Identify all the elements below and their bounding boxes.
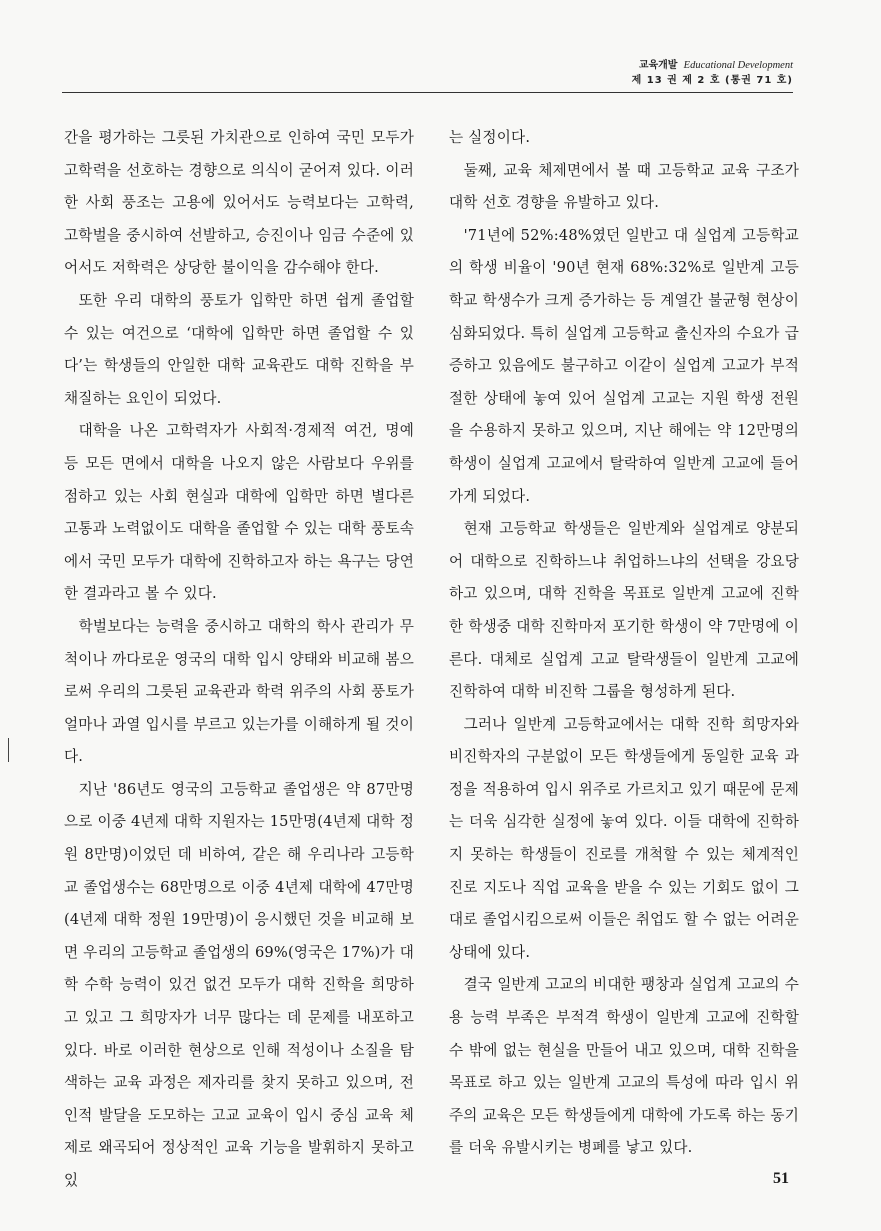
paragraph: 또한 우리 대학의 풍토가 입학만 하면 쉽게 졸업할 수 있는 여건으로 ‘대학에 입학만 하면 졸업할 수 있다’는 학생들의 안일한 대학 교육관도 대학 진학을 부채질하는 요인이 되었다. bbox=[64, 291, 414, 407]
page-number: 51 bbox=[773, 1170, 789, 1187]
paragraph: 대학을 나온 고학력자가 사회적·경제적 여건, 명예 등 모든 면에서 대학을 나오지 않은 사람보다 우위를 점하고 있는 사회 현실과 대학에 입학만 하면 별다른 고통과 노력없이도 대학을 졸업할 수 있는 대학 풍토속에서 국민 모두가 대학에 진학하고자 하는 욕구는 당연한 결과라고 볼 수 있다. bbox=[64, 422, 414, 603]
running-header bbox=[632, 58, 793, 88]
paragraph: 둘째, 교육 체제면에서 볼 때 고등학교 교육 구조가 대학 선호 경향을 유발하고 있다. bbox=[449, 161, 799, 212]
right-column bbox=[449, 122, 799, 1165]
header-rule bbox=[62, 92, 793, 93]
paragraph: 는 실정이다. bbox=[449, 129, 531, 146]
left-column bbox=[64, 122, 414, 1198]
paragraph: 현재 고등학교 학생들은 일반계와 실업계로 양분되어 대학으로 진학하느냐 취업하느냐의 선택을 강요당하고 있으며, 대학 진학을 목표로 일반계 고교에 진학한 학생중 대학 진학마저 포기한 학생이 약 7만명에 이른다. 대체로 실업계 고교 탈락생들이 일반계 고교에 진학하여 대학 비진학 그룹을 형성하게 된다. bbox=[449, 520, 799, 701]
margin-mark bbox=[8, 738, 9, 762]
journal-title-english: Educational Development bbox=[683, 60, 793, 71]
paragraph: 지난 '86년도 영국의 고등학교 졸업생은 약 87만명으로 이중 4년제 대학 지원자는 15만명(4년제 대학 정원 8만명)이었던 데 비하여, 같은 해 우리나라 고등학교 졸업생수는 68만명으로 이중 4년제 대학에 47만명(4년제 대학 정원 19만명)이 응시했던 것을 비교해 보면 우리의 고등학교 졸업생의 69%(영국은 17%)가 대학 수학 능력이 있건 없건 모두가 대학 진학을 희망하고 있고 그 희망자가 너무 많다는 데 문제를 내포하고 있다. 바로 이러한 현상으로 인해 적성이나 소질을 탐색하는 교육 과정은 제자리를 찾지 못하고 있으며, 전인적 발달을 도모하는 고교 교육이 입시 중심 교육 체제로 왜곡되어 정상적인 교육 기능을 발휘하지 못하고 있 bbox=[64, 780, 414, 1189]
journal-title-korean: 교육개발 bbox=[638, 60, 678, 71]
issue-info: 제 13 권 제 2 호 (통권 71 호) bbox=[631, 75, 793, 86]
paragraph: 결국 일반계 고교의 비대한 팽창과 실업계 고교의 수용 능력 부족은 부적격 학생이 일반계 고교에 진학할 수 밖에 없는 현실을 만들어 내고 있으며, 대학 진학을 목표로 하고 있는 일반계 고교의 특성에 따라 입시 위주의 교육은 모든 학생들에게 대학에 가도록 하는 동기를 더욱 유발시키는 병폐를 낳고 있다. bbox=[449, 976, 799, 1157]
paragraph: '71년에 52%:48%였던 일반고 대 실업계 고등학교의 학생 비율이 '90년 현재 68%:32%로 일반계 고등학교 학생수가 크게 증가하는 등 계열간 불균형 현상이 심화되었다. 특히 실업계 고등학교 출신자의 수요가 급증하고 있음에도 불구하고 이같이 실업계 고교가 부적절한 상태에 놓여 있어 실업계 고교는 지원 학생 전원을 수용하지 못하고 있으며, 지난 해에는 약 12만명의 학생이 실업계 고교에서 탈락하여 일반계 고교에 들어가게 되었다. bbox=[449, 226, 799, 505]
paragraph: 간을 평가하는 그릇된 가치관으로 인하여 국민 모두가 고학력을 선호하는 경향으로 의식이 굳어져 있다. 이러한 사회 풍조는 고용에 있어서도 능력보다는 고학력, 고학벌을 중시하여 선발하고, 승진이나 임금 수준에 있어서도 저학력은 상당한 불이익을 감수해야 한다. bbox=[64, 129, 414, 277]
paragraph: 그러나 일반계 고등학교에서는 대학 진학 희망자와 비진학자의 구분없이 모든 학생들에게 동일한 교육 과정을 적용하여 입시 위주로 가르치고 있기 때문에 문제는 더욱 심각한 실정에 놓여 있다. 이들 대학에 진학하지 못하는 학생들이 진로를 개척할 수 있는 체계적인 진로 지도나 직업 교육을 받을 수 있는 기회도 없이 그대로 졸업시킴으로써 이들은 취업도 할 수 없는 어려운 상태에 있다. bbox=[449, 715, 799, 961]
journal-title bbox=[632, 58, 793, 73]
paragraph: 학벌보다는 능력을 중시하고 대학의 학사 관리가 무척이나 까다로운 영국의 대학 입시 양태와 비교해 봄으로써 우리의 그릇된 교육관과 학력 위주의 사회 풍토가 얼마나 과열 입시를 부르고 있는가를 이해하게 될 것이다. bbox=[64, 617, 414, 766]
